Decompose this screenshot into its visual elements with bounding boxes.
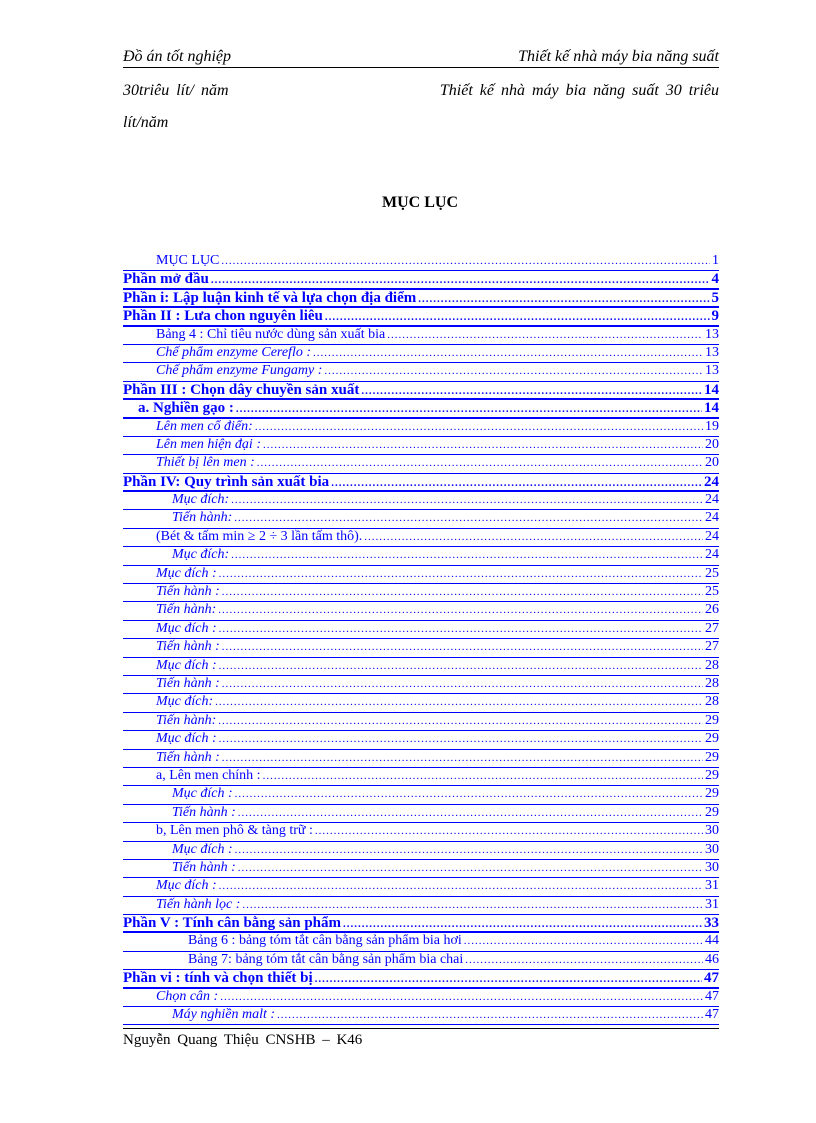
toc-entry[interactable] bbox=[123, 474, 719, 492]
toc-entry-page: 46 bbox=[705, 951, 719, 967]
toc-entry[interactable] bbox=[123, 860, 719, 878]
toc-entry-title: Mục đích: bbox=[172, 492, 230, 508]
toc-entry-page: 47 bbox=[705, 988, 719, 1004]
toc-entry-title: b, Lên men phô & tàng trữ : bbox=[156, 823, 313, 839]
toc-entry-page: 30 bbox=[705, 823, 719, 839]
toc-dot-leader bbox=[331, 477, 702, 489]
toc-entry-page: 28 bbox=[705, 675, 719, 691]
toc-entry-page: 5 bbox=[711, 289, 719, 306]
toc-entry[interactable] bbox=[123, 639, 719, 657]
toc-entry-page: 9 bbox=[711, 308, 719, 325]
page-header bbox=[123, 48, 719, 68]
toc-entry[interactable] bbox=[123, 897, 719, 915]
toc-entry[interactable] bbox=[123, 805, 719, 823]
toc-entry-page: 24 bbox=[705, 547, 719, 563]
toc-entry-title: Mục đích: bbox=[156, 694, 214, 710]
toc-entry-page: 26 bbox=[705, 602, 719, 618]
toc-dot-leader bbox=[218, 604, 703, 616]
toc-entry-title: Mục đích: bbox=[172, 547, 230, 563]
toc-entry-page: 19 bbox=[705, 418, 719, 434]
toc-entry-title: Tiến hành: bbox=[156, 712, 217, 728]
toc-entry[interactable] bbox=[123, 363, 719, 381]
toc-dot-leader bbox=[234, 512, 703, 524]
toc-dot-leader bbox=[242, 899, 703, 911]
toc-entry-title: Lên men cổ điển: bbox=[156, 418, 253, 434]
toc-dot-leader bbox=[255, 421, 703, 433]
toc-entry-title: Bảng 7: bảng tóm tắt cân bằng sản phẩm bia chai bbox=[188, 951, 464, 967]
header-line-2 bbox=[123, 82, 719, 100]
toc-entry[interactable] bbox=[123, 676, 719, 694]
toc-entry-title: Bảng 4 : Chỉ tiêu nước dùng sản xuất bia bbox=[156, 326, 386, 342]
toc-entry-page: 31 bbox=[705, 878, 719, 894]
toc-entry-page: 27 bbox=[705, 620, 719, 636]
toc-entry[interactable] bbox=[123, 290, 719, 308]
toc-dot-leader bbox=[211, 274, 710, 286]
page-title: MỤC LỤC bbox=[382, 194, 458, 211]
toc-entry-title: Phần V : Tính cân bằng sản phẩm bbox=[123, 915, 342, 932]
toc-entry[interactable] bbox=[123, 437, 719, 455]
toc-entry-page: 29 bbox=[705, 712, 719, 728]
toc-entry[interactable] bbox=[123, 750, 719, 768]
toc-entry-page: 14 bbox=[704, 381, 719, 398]
toc-entry-title: Mục đích : bbox=[156, 878, 217, 894]
toc-entry-page: 29 bbox=[705, 767, 719, 783]
toc-entry-page: 29 bbox=[705, 731, 719, 747]
toc-dot-leader bbox=[313, 347, 703, 359]
toc-dot-leader bbox=[364, 531, 703, 543]
toc-entry-page: 30 bbox=[705, 859, 719, 875]
toc-entry[interactable] bbox=[123, 1007, 719, 1025]
toc-entry[interactable] bbox=[123, 271, 719, 289]
toc-dot-leader bbox=[343, 918, 702, 930]
toc-entry-title: Phần IV: Quy trình sản xuất bia bbox=[123, 473, 330, 490]
toc-entry[interactable] bbox=[123, 842, 719, 860]
toc-entry[interactable] bbox=[123, 510, 719, 528]
toc-dot-leader bbox=[220, 991, 703, 1003]
toc-dot-leader bbox=[222, 678, 703, 690]
toc-dot-leader bbox=[218, 715, 703, 727]
toc-entry[interactable] bbox=[123, 768, 719, 786]
toc-entry-title: Chế phẩm enzyme Cereflo : bbox=[156, 344, 311, 360]
toc-entry-title: Máy nghiền malt : bbox=[172, 1007, 276, 1023]
toc-entry-title: Phần II : Lưa chon nguyên liêu bbox=[123, 308, 323, 325]
toc-dot-leader bbox=[238, 807, 703, 819]
toc-entry[interactable] bbox=[123, 327, 719, 345]
toc-dot-leader bbox=[465, 954, 703, 966]
toc-entry[interactable] bbox=[123, 400, 719, 418]
toc-entry[interactable] bbox=[123, 621, 719, 639]
toc-dot-leader bbox=[315, 973, 702, 985]
toc-entry-title: Tiến hành: bbox=[172, 510, 233, 526]
toc-dot-leader bbox=[219, 733, 703, 745]
toc-entry-page: 47 bbox=[704, 970, 719, 987]
toc-entry-title: Mục đích : bbox=[156, 657, 217, 673]
toc-entry-title: a. Nghiền gạo : bbox=[138, 400, 234, 417]
toc-entry-page: 4 bbox=[711, 271, 719, 288]
toc-entry[interactable] bbox=[123, 878, 719, 896]
toc-entry[interactable] bbox=[123, 694, 719, 712]
table-of-contents bbox=[123, 253, 719, 1025]
toc-dot-leader bbox=[231, 549, 703, 561]
toc-entry-title: Tiến hành : bbox=[156, 675, 220, 691]
toc-entry[interactable] bbox=[123, 731, 719, 749]
toc-entry-page: 31 bbox=[705, 896, 719, 912]
toc-entry[interactable] bbox=[123, 382, 719, 400]
toc-entry-title: Tiến hành: bbox=[156, 602, 217, 618]
toc-entry-page: 20 bbox=[705, 436, 719, 452]
toc-entry-title: Tiến hành : bbox=[172, 859, 236, 875]
toc-dot-leader bbox=[324, 365, 703, 377]
toc-entry-title: a, Lên men chính : bbox=[156, 767, 261, 783]
toc-entry[interactable] bbox=[123, 915, 719, 933]
toc-entry-title: Thiết bị lên men : bbox=[156, 455, 255, 471]
toc-dot-leader bbox=[235, 844, 703, 856]
toc-entry[interactable] bbox=[123, 253, 719, 271]
toc-dot-leader bbox=[219, 623, 703, 635]
toc-entry[interactable] bbox=[123, 786, 719, 804]
toc-dot-leader bbox=[219, 568, 703, 580]
toc-entry-page: 1 bbox=[712, 253, 719, 268]
toc-entry[interactable] bbox=[123, 308, 719, 326]
toc-entry-title: Chế phẩm enzyme Fungamy : bbox=[156, 363, 323, 379]
toc-entry-title: Tiến hành : bbox=[172, 804, 236, 820]
toc-entry-title: Tiến hành : bbox=[156, 749, 220, 765]
toc-dot-leader bbox=[361, 385, 702, 397]
toc-entry-page: 24 bbox=[705, 510, 719, 526]
toc-entry-page: 28 bbox=[705, 657, 719, 673]
toc-entry-page: 13 bbox=[705, 363, 719, 379]
toc-entry-title: Lên men hiện đại : bbox=[156, 436, 261, 452]
toc-entry[interactable] bbox=[123, 823, 719, 841]
toc-entry[interactable] bbox=[123, 529, 719, 547]
toc-dot-leader bbox=[325, 311, 710, 323]
toc-dot-leader bbox=[235, 788, 703, 800]
toc-entry-page: 28 bbox=[705, 694, 719, 710]
toc-entry[interactable] bbox=[123, 455, 719, 473]
toc-entry[interactable] bbox=[123, 547, 719, 565]
toc-entry-title: Mục đích : bbox=[156, 731, 217, 747]
toc-entry-page: 47 bbox=[705, 1007, 719, 1023]
toc-entry-page: 29 bbox=[705, 786, 719, 802]
toc-entry-page: 20 bbox=[705, 455, 719, 471]
toc-dot-leader bbox=[219, 880, 703, 892]
toc-entry[interactable] bbox=[123, 492, 719, 510]
toc-entry-page: 29 bbox=[705, 749, 719, 765]
toc-entry-title: Mục đích : bbox=[172, 841, 233, 857]
header-right: Thiết kế nhà máy bia năng suất bbox=[518, 48, 719, 65]
toc-dot-leader bbox=[236, 403, 702, 415]
toc-entry-title: Phần i: Lập luận kinh tế và lựa chọn địa điểm bbox=[123, 289, 417, 306]
header-line2-left: 30triêu lít/ năm bbox=[123, 82, 229, 99]
toc-entry-page: 25 bbox=[705, 565, 719, 581]
toc-entry[interactable] bbox=[123, 419, 719, 437]
toc-entry-page: 13 bbox=[705, 344, 719, 360]
toc-entry[interactable] bbox=[123, 566, 719, 584]
toc-entry-page: 44 bbox=[705, 933, 719, 949]
toc-entry-page: 27 bbox=[705, 639, 719, 655]
toc-dot-leader bbox=[277, 1009, 703, 1021]
toc-dot-leader bbox=[219, 660, 703, 672]
toc-entry-title: Phần mở đầu bbox=[123, 271, 209, 288]
toc-dot-leader bbox=[215, 696, 703, 708]
toc-dot-leader bbox=[263, 439, 703, 451]
toc-entry-title: Mục đích : bbox=[172, 786, 233, 802]
toc-entry-title: Chọn cân : bbox=[156, 988, 219, 1004]
toc-dot-leader bbox=[257, 457, 703, 469]
toc-dot-leader bbox=[418, 293, 709, 305]
header-line2-right: Thiết kế nhà máy bia năng suất 30 triêu bbox=[439, 82, 719, 99]
toc-entry-title: Phần III : Chọn dây chuyền sản xuất bbox=[123, 381, 360, 398]
toc-entry-title: (Bét & tấm min ≥ 2 ÷ 3 lần tấm thô). bbox=[156, 528, 363, 544]
toc-entry-title: Phần vi : tính và chọn thiết bị bbox=[123, 970, 313, 987]
header-line-3: lít/năm bbox=[123, 114, 169, 131]
toc-entry-title: Bảng 6 : bảng tóm tắt cân bằng sản phẩm bia hơi bbox=[188, 933, 462, 949]
toc-entry[interactable] bbox=[123, 970, 719, 988]
toc-entry-page: 24 bbox=[705, 528, 719, 544]
toc-dot-leader bbox=[221, 255, 710, 267]
toc-dot-leader bbox=[222, 586, 703, 598]
toc-entry[interactable] bbox=[123, 584, 719, 602]
toc-entry-page: 25 bbox=[705, 584, 719, 600]
toc-entry-title: Mục đích : bbox=[156, 620, 217, 636]
toc-entry[interactable] bbox=[123, 989, 719, 1007]
toc-entry-title: Tiến hành : bbox=[156, 639, 220, 655]
toc-dot-leader bbox=[315, 825, 703, 837]
toc-entry-page: 30 bbox=[705, 841, 719, 857]
toc-dot-leader bbox=[238, 862, 703, 874]
toc-entry-title: Tiến hành : bbox=[156, 584, 220, 600]
toc-dot-leader bbox=[387, 329, 703, 341]
toc-entry-page: 29 bbox=[705, 804, 719, 820]
toc-entry-page: 24 bbox=[705, 492, 719, 508]
toc-entry[interactable] bbox=[123, 658, 719, 676]
toc-dot-leader bbox=[222, 752, 703, 764]
toc-dot-leader bbox=[263, 770, 703, 782]
page-footer: Nguyễn Quang Thiệu CNSHB – K46 bbox=[123, 1028, 719, 1049]
toc-entry[interactable] bbox=[123, 933, 719, 951]
toc-entry[interactable] bbox=[123, 952, 719, 970]
toc-entry-title: Tiến hành lọc : bbox=[156, 896, 241, 912]
toc-entry-page: 14 bbox=[704, 400, 719, 417]
toc-entry[interactable] bbox=[123, 602, 719, 620]
toc-entry[interactable] bbox=[123, 713, 719, 731]
toc-dot-leader bbox=[231, 494, 703, 506]
toc-entry-page: 13 bbox=[705, 326, 719, 342]
toc-entry[interactable] bbox=[123, 345, 719, 363]
toc-entry-title: MỤC LỤC bbox=[156, 253, 220, 268]
toc-entry-page: 24 bbox=[704, 473, 719, 490]
toc-entry-page: 33 bbox=[704, 915, 719, 932]
header-left: Đồ án tốt nghiệp bbox=[123, 48, 231, 65]
toc-dot-leader bbox=[464, 935, 703, 947]
toc-entry-title: Mục đích : bbox=[156, 565, 217, 581]
toc-dot-leader bbox=[222, 641, 703, 653]
